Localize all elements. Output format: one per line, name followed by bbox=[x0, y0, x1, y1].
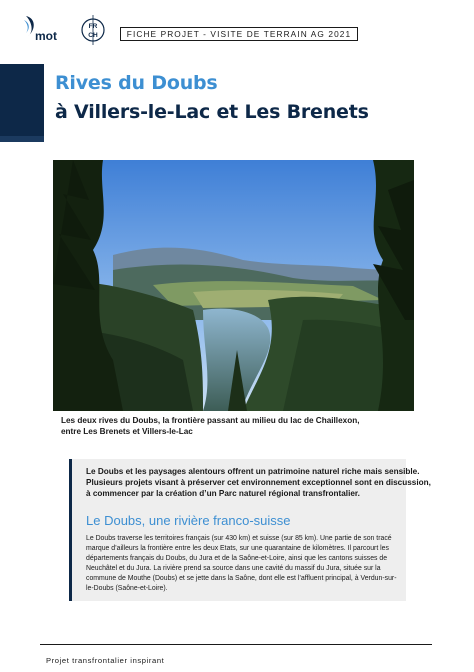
body-line: le-Doubs (Saône-et-Loire). bbox=[86, 585, 168, 592]
title-accent-strip bbox=[0, 136, 44, 142]
mot-logo-text: mot bbox=[35, 29, 57, 43]
caption-line: Les deux rives du Doubs, la frontière passant au milieu du lac de Chaillexon, bbox=[61, 416, 360, 425]
body-line: départements français du Doubs, du Jura et de la Saône-et-Loire, ainsi que les cantons suisses de bbox=[86, 555, 388, 562]
section-title: Le Doubs, une rivière franco-suisse bbox=[86, 513, 291, 528]
footer-divider bbox=[40, 644, 432, 645]
photo-caption bbox=[61, 415, 411, 437]
body-line: marque d’ailleurs la frontière entre les deux Etats, sur une quarantaine de kilomètres. Il parcourt les bbox=[86, 545, 389, 552]
intro-line: Plusieurs projets visant à préserver cet environnement exceptionnel sont en discussion, bbox=[86, 478, 431, 487]
intro-line: Le Doubs et les paysages alentours offrent un patrimoine naturel riche mais sensible. bbox=[86, 467, 420, 476]
mot-logo bbox=[22, 14, 68, 44]
ch-label: CH bbox=[88, 32, 98, 39]
body-line: Neuchâtel et du Jura. La rivière prend sa source dans une cavité du massif du Jura, située sur la bbox=[86, 565, 381, 572]
body-line: Le Doubs traverse les territoires français (sur 430 km) et suisse (sur 85 km). Une partie de son tracé bbox=[86, 535, 392, 542]
intro-paragraph bbox=[86, 466, 431, 499]
intro-line: à commencer par la création d’un Parc naturel régional transfrontalier. bbox=[86, 489, 360, 498]
page-title-line1: Rives du Doubs bbox=[55, 72, 218, 94]
body-paragraph bbox=[86, 534, 398, 594]
page-title-line2: à Villers-le-Lac et Les Brenets bbox=[55, 101, 369, 123]
body-line: commune de Mouthe (Doubs) et se jette dans la Saône, dont elle est l’affluent principal, à Verdun-sur- bbox=[86, 575, 397, 582]
fiche-projet-label: FICHE PROJET - VISITE DE TERRAIN AG 2021 bbox=[120, 27, 358, 41]
landscape-photo bbox=[53, 160, 414, 411]
fr-ch-logo bbox=[81, 13, 105, 47]
caption-line: entre Les Brenets et Villers-le-Lac bbox=[61, 427, 193, 436]
footer-text: Projet transfrontalier inspirant bbox=[46, 656, 165, 665]
fr-label: FR bbox=[88, 23, 98, 30]
title-accent-bar bbox=[0, 64, 44, 136]
